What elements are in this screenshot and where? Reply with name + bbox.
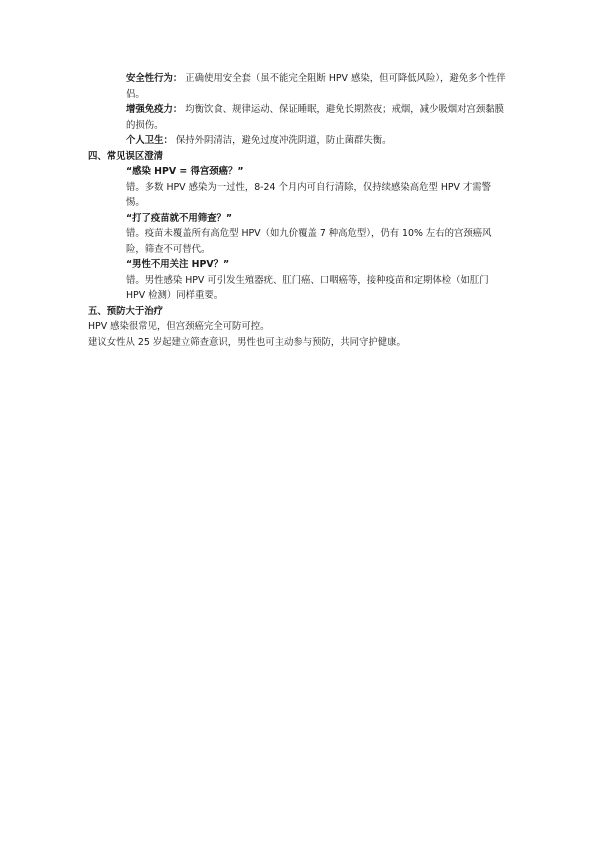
item-text: 均衡饮食、规律运动、保证睡眠，避免长期熬夜；戒烟，减少吸烟对宫颈黏膜的损伤。 [126, 104, 504, 131]
myth-answer: 错。多数 HPV 感染为一过性，8-24 个月内可自行清除，仅持续感染高危型 HPV 才需警惕。 [126, 181, 492, 208]
myth-answer: 错。疫苗未覆盖所有高危型 HPV（如九价覆盖 7 种高危型），仍有 10% 左右的宫颈癌风险，筛查不可替代。 [126, 228, 492, 255]
myth-answer: 错。男性感染 HPV 可引发生殖器疣、肛门癌、口咽癌等，接种疫苗和定期体检（如肛门 HPV 检测）同样重要。 [126, 274, 489, 301]
myth-question: “男性不用关注 HPV？” [126, 259, 230, 270]
document-body [88, 71, 508, 350]
item-text: 正确使用安全套（虽不能完全阻断 HPV 感染，但可降低风险），避免多个性伴侣。 [126, 73, 506, 100]
item-text: 保持外阴清洁，避免过度冲洗阴道，防止菌群失衡。 [172, 135, 392, 146]
item-label: 安全性行为： [126, 73, 183, 84]
section-heading-prevention: 五、预防大于治疗 [88, 305, 164, 317]
conclusion-line: HPV 感染很常见，但宫颈癌完全可防可控。 [88, 321, 270, 332]
item-label: 个人卫生： [126, 135, 173, 146]
item-label: 增强免疫力： [126, 104, 183, 115]
conclusion-line: 建议女性从 25 岁起建立筛查意识，男性也可主动参与预防，共同守护健康。 [88, 336, 406, 348]
behavior-item-hygiene [126, 133, 508, 149]
behavior-item-safe-sex [126, 71, 508, 102]
myth-question: “感染 HPV = 得宫颈癌？” [126, 166, 244, 177]
section-heading-misconceptions: 四、常见误区澄清 [88, 150, 164, 162]
behavior-item-immunity [126, 102, 508, 133]
myth-question: “打了疫苗就不用筛查？” [126, 212, 233, 224]
